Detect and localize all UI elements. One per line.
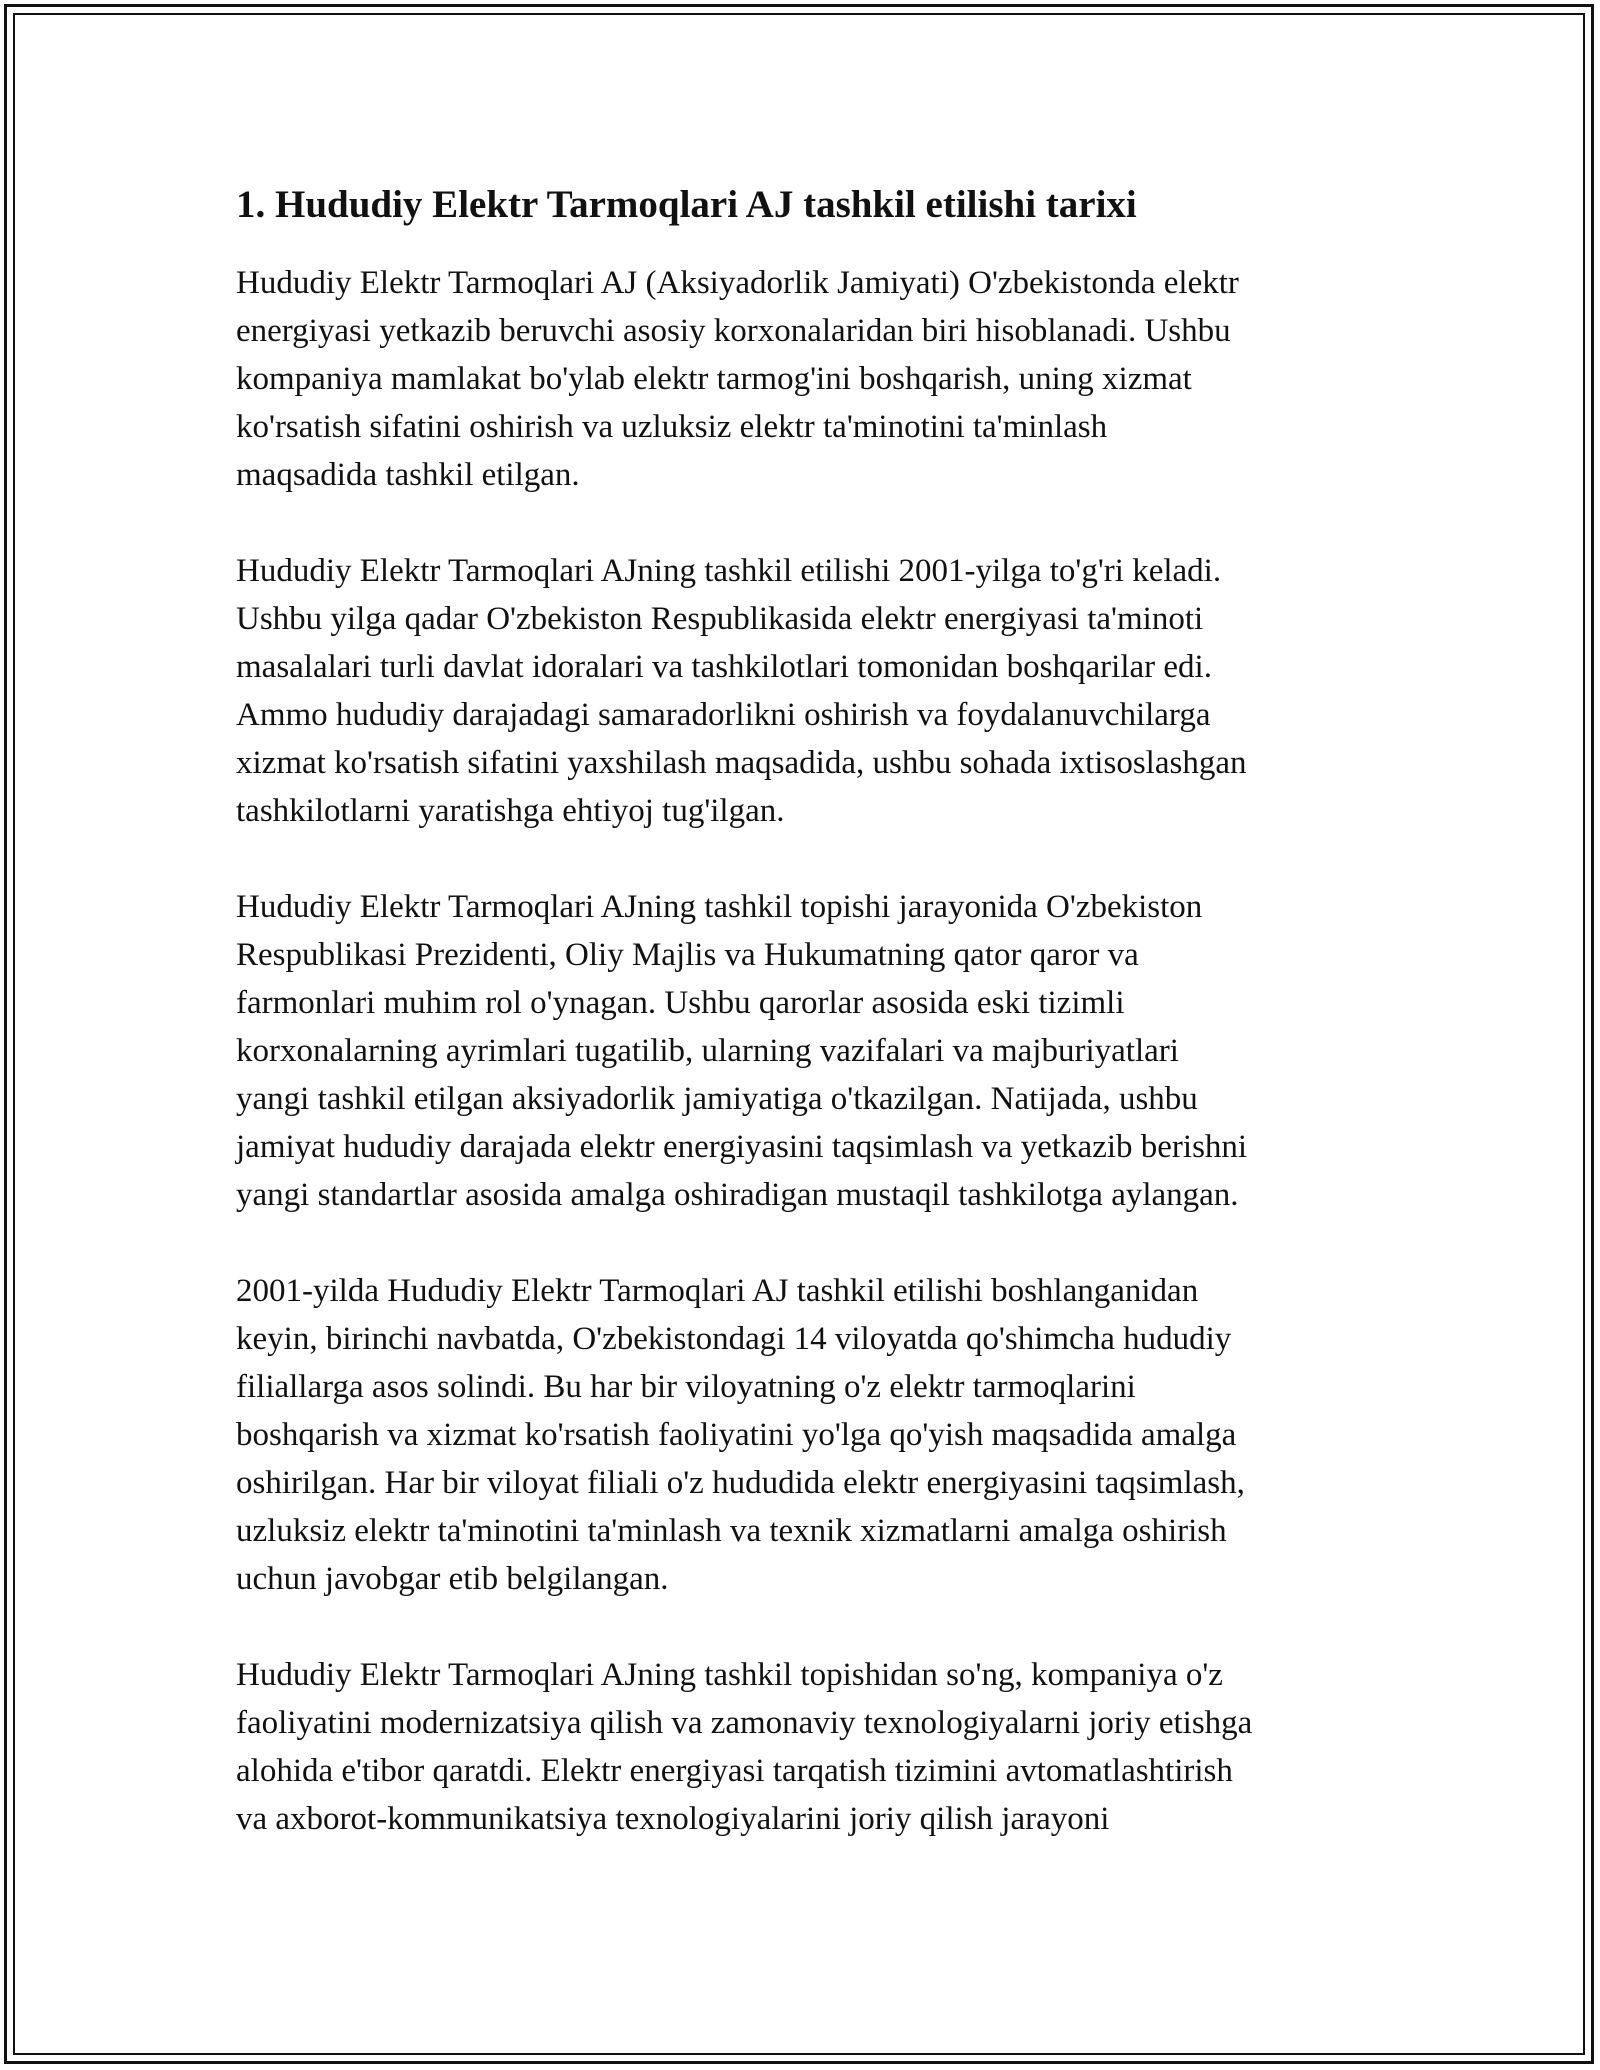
section-heading: 1. Hududiy Elektr Tarmoqlari AJ tashkil etilishi tarixi bbox=[236, 183, 1137, 226]
document-body bbox=[236, 180, 1376, 1891]
paragraph-4: 2001-yilda Hududiy Elektr Tarmoqlari AJ tashkil etilishi boshlanganidan keyin, birinchi navbatda, O'zbekistondagi 14 viloyatda qo'shimcha hududiy filiallarga asos solindi. Bu har bir viloyatning o'z elektr tarmoqlarini boshqarish va xizmat ko'rsatish faoliyatini yo'lga qo'yish maqsadida amalga oshirilgan. Har bir viloyat filiali o'z hududida elektr energiyasini taqsimlash, uzluksiz elektr ta'minotini ta'minlash va texnik xizmatlarni amalga oshirish uchun javobgar etib belgilangan. bbox=[236, 1272, 1245, 1597]
paragraph-2: Hududiy Elektr Tarmoqlari AJning tashkil etilishi 2001-yilga to'g'ri keladi. Ushbu yilga qadar O'zbekiston Respublikasida elektr energiyasi ta'minoti masalalari turli davlat idoralari va tashkilotlari tomonidan boshqarilar edi. Ammo hududiy darajadagi samaradorlikni oshirish va foydalanuvchilarga xizmat ko'rsatish sifatini yaxshilash maqsadida, ushbu sohada ixtisoslashgan tashkilotlarni yaratishga ehtiyoj tug'ilgan. bbox=[236, 552, 1247, 829]
paragraph-3: Hududiy Elektr Tarmoqlari AJning tashkil topishi jarayonida O'zbekiston Respublikasi Prezidenti, Oliy Majlis va Hukumatning qator qaror va farmonlari muhim rol o'ynagan. Ushbu qarorlar asosida eski tizimli korxonalarning ayrimlari tugatilib, ularning vazifalari va majburiyatlari yangi tashkil etilgan aksiyadorlik jamiyatiga o'tkazilgan. Natijada, ushbu jamiyat hududiy darajada elektr energiyasini taqsimlash va yetkazib berishni yangi standartlar asosida amalga oshiradigan mustaqil tashkilotga aylangan. bbox=[236, 888, 1248, 1213]
paragraph-5: Hududiy Elektr Tarmoqlari AJning tashkil topishidan so'ng, kompaniya o'z faoliyatini modernizatsiya qilish va zamonaviy texnologiyalarni joriy etishga alohida e'tibor qaratdi. Elektr energiyasi tarqatish tizimini avtomatlashtirish va axborot-kommunikatsiya texnologiyalarini joriy qilish jarayoni bbox=[236, 1656, 1253, 1837]
paragraph-1: Hududiy Elektr Tarmoqlari AJ (Aksiyadorlik Jamiyati) O'zbekistonda elektr energiyasi yetkazib beruvchi asosiy korxonalaridan biri hisoblanadi. Ushbu kompaniya mamlakat bo'ylab elektr tarmog'ini boshqarish, uning xizmat ko'rsatish sifatini oshirish va uzluksiz elektr ta'minotini ta'minlash maqsadida tashkil etilgan. bbox=[236, 264, 1239, 493]
